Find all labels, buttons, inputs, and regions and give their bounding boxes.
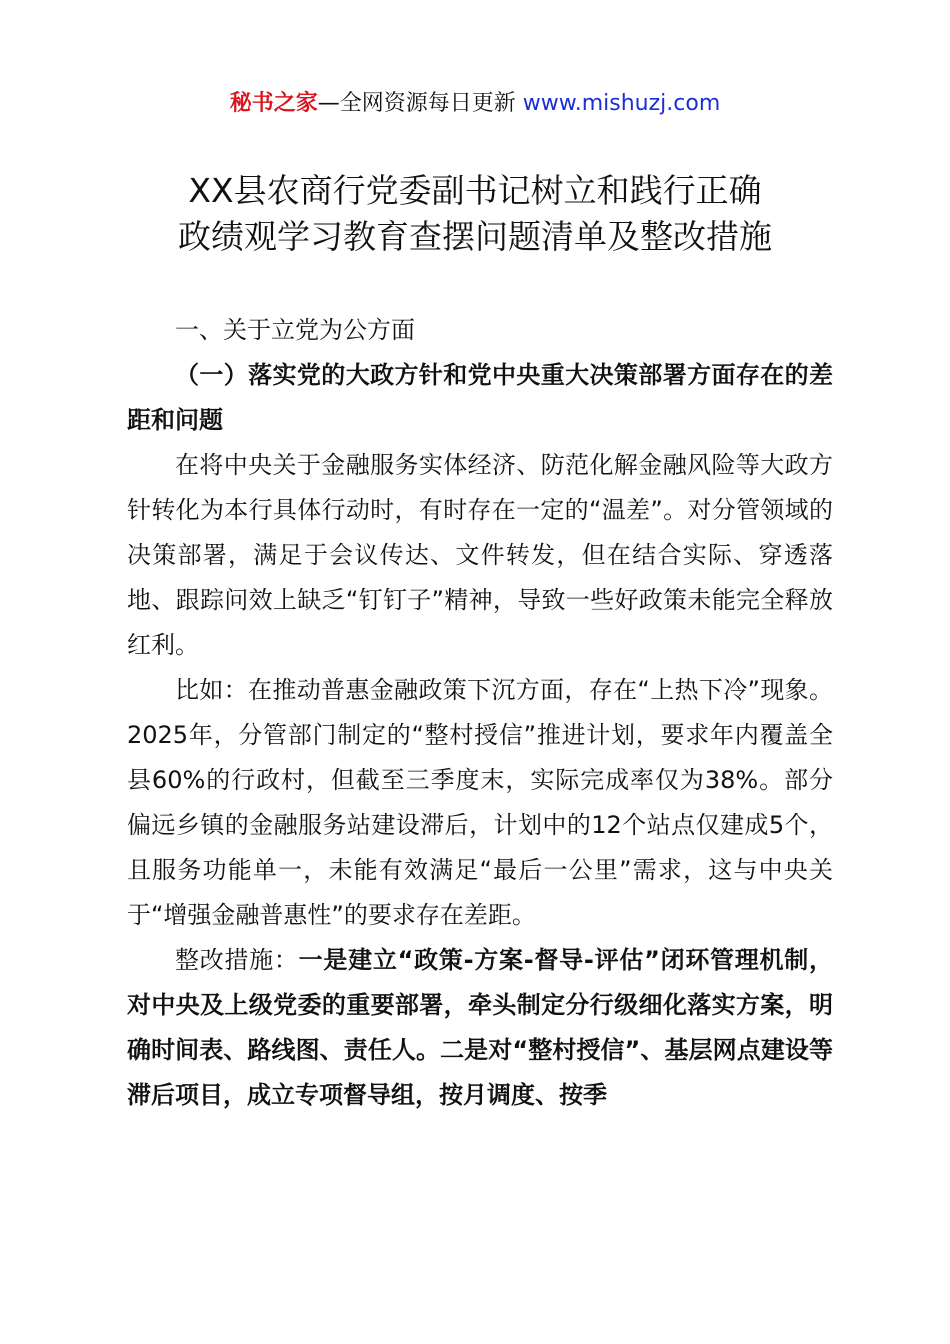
document-body: [127, 308, 833, 1118]
title-line-2: 政绩观学习教育查摆问题清单及整改措施: [178, 217, 772, 256]
site-header: [0, 88, 950, 120]
subsection-heading: （一）落实党的大政方针和党中央重大决策部署方面存在的差距和问题: [127, 361, 833, 434]
body-paragraph-2: 比如：在推动普惠金融政策下沉方面，存在“上热下冷”现象。2025年，分管部门制定的“整村授信”推进计划，要求年内覆盖全县60%的行政村，但截至三季度末，实际完成率仅为38%。部分偏远乡镇的金融服务站建设滞后，计划中的12个站点仅建成5个，且服务功能单一，未能有效满足“最后一公里”需求，这与中央关于“增强金融普惠性”的要求存在差距。: [127, 676, 833, 929]
site-tagline: —全网资源每日更新: [317, 91, 523, 116]
site-url-link[interactable]: www.mishuzj.com: [522, 91, 721, 116]
measures-label: 整改措施：: [175, 946, 299, 974]
site-brand: 秘书之家: [229, 91, 318, 116]
measures-paragraph: [127, 938, 833, 1118]
body-paragraph-1: 在将中央关于金融服务实体经济、防范化解金融风险等大政方针转化为本行具体行动时，有时存在一定的“温差”。对分管领域的决策部署，满足于会议传达、文件转发，但在结合实际、穿透落地、跟踪问效上缺乏“钉钉子”精神，导致一些好政策未能完全释放红利。: [127, 451, 833, 659]
measures-text: 一是建立“政策-方案-督导-评估”闭环管理机制，对中央及上级党委的重要部署，牵头制定分行级细化落实方案，明确时间表、路线图、责任人。二是对“整村授信”、基层网点建设等滞后项目，成立专项督导组，按月调度、按季: [127, 946, 833, 1109]
title-line-1: XX县农商行党委副书记树立和践行正确: [188, 171, 762, 210]
document-title: [0, 168, 950, 260]
section-heading: 一、关于立党为公方面: [175, 316, 415, 344]
